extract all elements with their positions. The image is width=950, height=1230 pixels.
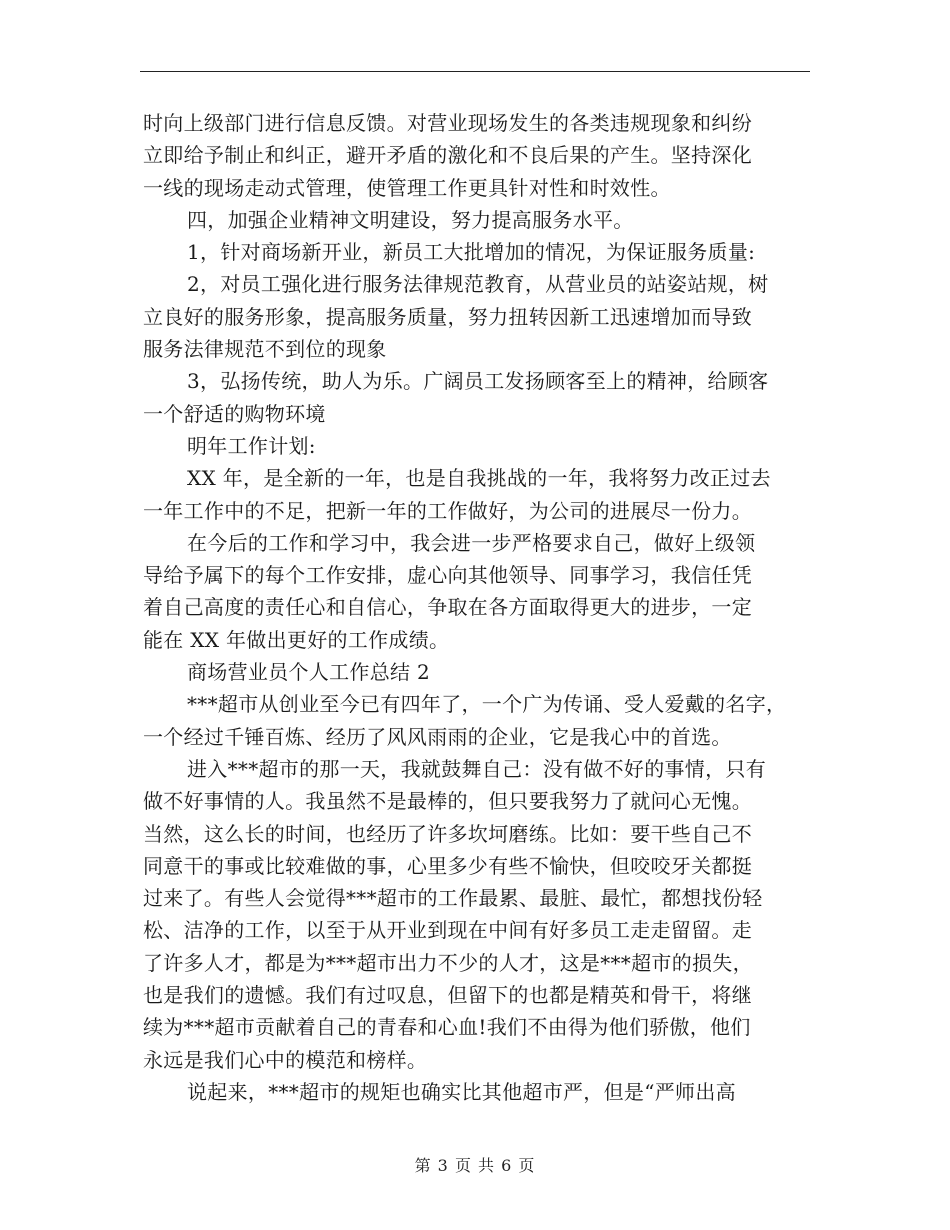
text-line: 当然，这么长的时间，也经历了许多坎坷磨练。比如：要干些自己不 [143, 821, 752, 846]
page-number-label: 第 3 页 共 6 页 [414, 1156, 536, 1175]
text-line: 商场营业员个人工作总结 2 [187, 660, 430, 685]
text-line: 立即给予制止和纠正，避开矛盾的激化和不良后果的产生。坚持深化 [143, 143, 752, 168]
text-line: 了许多人才，都是为***超市出力不少的人才，这是***超市的损失， [143, 950, 753, 975]
text-line: 1，针对商场新开业，新员工大批增加的情况，为保证服务质量: [187, 240, 756, 265]
text-line: 立良好的服务形象，提高服务质量，努力扭转因新工迅速增加而导致 [143, 304, 752, 329]
text-line: 导给予属下的每个工作安排，虚心向其他领导、同事学习，我信任凭 [143, 563, 752, 588]
text-line: 续为***超市贡献着自己的青春和心血!我们不由得为他们骄傲，他们 [143, 1015, 751, 1040]
text-line: 一个经过千锤百炼、经历了风风雨雨的企业，它是我心中的首选。 [143, 724, 732, 749]
text-line: 3，弘扬传统，助人为乐。广阔员工发扬顾客至上的精神，给顾客 [187, 369, 769, 394]
text-line: 能在 XX 年做出更好的工作成绩。 [143, 627, 450, 652]
text-line: XX 年，是全新的一年，也是自我挑战的一年，我将努力改正过去 [187, 466, 771, 491]
text-line: 一年工作中的不足，把新一年的工作做好，为公司的进展尽一份力。 [143, 498, 752, 523]
document-body [143, 107, 823, 1108]
text-line: 明年工作计划: [187, 433, 316, 458]
header-rule [140, 71, 810, 72]
text-line: 过来了。有些人会觉得***超市的工作最累、最脏、最忙，都想找份轻 [143, 886, 763, 911]
text-line: 一线的现场走动式管理，使管理工作更具针对性和时效性。 [143, 175, 671, 200]
text-line: 也是我们的遗憾。我们有过叹息，但留下的也都是精英和骨干，将继 [143, 983, 752, 1008]
text-line: 在今后的工作和学习中，我会进一步严格要求自己，做好上级领 [187, 530, 756, 555]
text-line: 进入***超市的那一天，我就鼓舞自己：没有做不好的事情，只有 [187, 756, 766, 781]
text-line: 说起来，***超市的规矩也确实比其他超市严，但是“严师出高 [187, 1079, 736, 1104]
page-footer [0, 1153, 950, 1176]
text-line: 同意干的事或比较难做的事，心里多少有些不愉快，但咬咬牙关都挺 [143, 853, 752, 878]
text-line: ***超市从创业至今已有四年了，一个广为传诵、受人爱戴的名字， [187, 692, 787, 717]
text-line: 2，对员工强化进行服务法律规范教育，从营业员的站姿站规，树 [187, 272, 769, 297]
text-line: 永远是我们心中的模范和榜样。 [143, 1047, 428, 1072]
text-line: 四，加强企业精神文明建设，努力提高服务水平。 [187, 207, 634, 232]
text-line: 服务法律规范不到位的现象 [143, 337, 387, 362]
text-line: 做不好事情的人。我虽然不是最棒的，但只要我努力了就问心无愧。 [143, 789, 752, 814]
text-line: 时向上级部门进行信息反馈。对营业现场发生的各类违规现象和纠纷 [143, 111, 752, 135]
text-line: 一个舒适的购物环境 [143, 401, 326, 426]
text-line: 松、洁净的工作，以至于从开业到现在中间有好多员工走走留留。走 [143, 918, 752, 943]
text-line: 着自己高度的责任心和自信心，争取在各方面取得更大的进步，一定 [143, 595, 752, 620]
